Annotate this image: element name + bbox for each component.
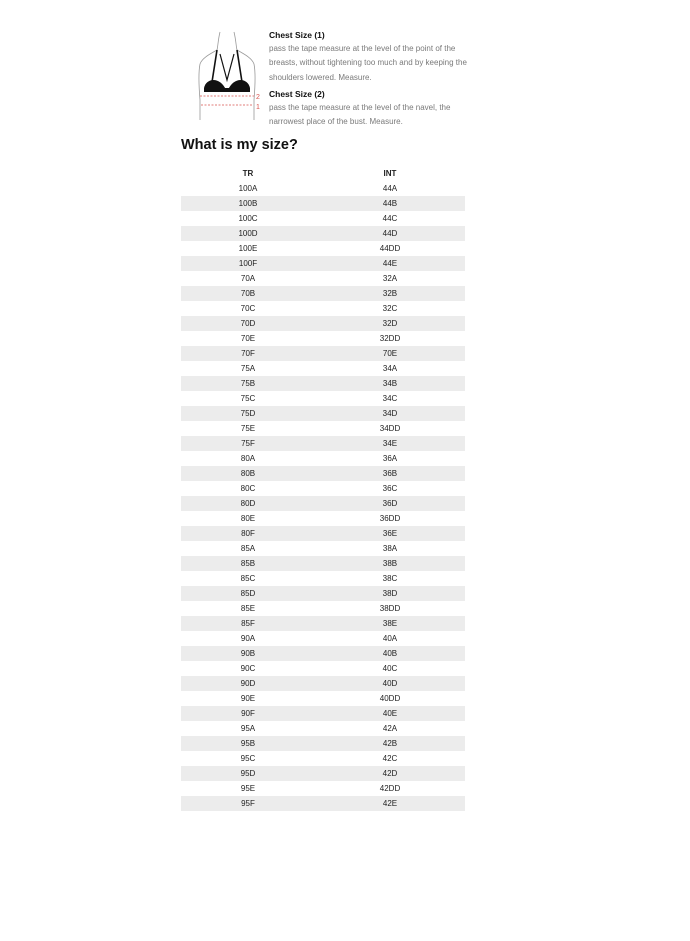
int-size-cell: 36E [315,526,465,541]
tr-size-cell: 70C [240,304,256,313]
bust-measurement-figure [190,30,265,125]
table-row [181,796,465,811]
tr-size-cell: 85C [240,574,256,583]
tr-size-cell: 70D [181,316,315,331]
int-size-cell: 44D [315,226,465,241]
int-size-cell: 38A [382,544,398,553]
tr-size-cell: 75E [240,424,256,433]
table-row [181,346,465,361]
table-row [181,241,465,256]
int-size-cell: 40C [382,664,398,673]
table-row [181,781,465,796]
tr-size-cell: 100C [238,214,258,223]
torso-bra-icon [190,30,265,125]
tr-size-cell: 100E [238,244,258,253]
int-size-cell: 34A [382,364,398,373]
table-row [181,361,465,376]
int-size-cell: 32A [382,274,398,283]
table-row [181,631,465,646]
int-size-cell: 32DD [379,334,401,343]
int-size-cell: 44B [315,196,465,211]
table-row [181,466,465,481]
tr-size-cell: 80B [181,466,315,481]
int-size-cell: 70E [315,346,465,361]
tr-size-cell: 90D [181,676,315,691]
tr-size-cell: 70E [240,334,256,343]
tr-size-cell: 80D [181,496,315,511]
table-row [181,766,465,781]
int-size-cell: 42E [315,796,465,811]
int-size-cell: 42D [315,766,465,781]
table-row [181,406,465,421]
int-size-cell: 36DD [379,514,401,523]
table-row [181,721,465,736]
table-row [181,481,465,496]
tr-size-cell: 90A [240,634,256,643]
header-tr: TR [242,168,254,178]
int-size-cell: 34E [315,436,465,451]
int-size-cell: 32D [315,316,465,331]
table-row [181,616,465,631]
int-size-cell: 36D [315,496,465,511]
marker-1: 1 [256,104,260,111]
table-row [181,706,465,721]
table-row [181,376,465,391]
table-row [181,451,465,466]
tr-size-cell: 70B [181,286,315,301]
tr-size-cell: 95E [240,784,256,793]
tr-size-cell: 100A [238,184,258,193]
table-row [181,571,465,586]
table-row [181,676,465,691]
tr-size-cell: 75A [240,364,256,373]
size-table [181,165,465,811]
tr-size-cell: 80C [240,484,256,493]
int-size-cell: 40E [315,706,465,721]
size-table-header [181,165,465,181]
tr-size-cell: 80E [240,514,256,523]
int-size-cell: 42C [382,754,398,763]
tr-size-cell: 100B [181,196,315,211]
tr-size-cell: 95C [240,754,256,763]
int-size-cell: 40A [382,634,398,643]
tr-size-cell: 75F [181,436,315,451]
tr-size-cell: 95A [240,724,256,733]
table-row [181,211,465,226]
table-row [181,541,465,556]
table-row [181,436,465,451]
chest-size-2-text: pass the tape measure at the level of the navel, the narrowest place of the bust. Measure. [269,102,451,127]
int-size-cell: 38B [315,556,465,571]
int-size-cell: 36B [315,466,465,481]
table-row [181,391,465,406]
int-size-cell: 34C [382,394,398,403]
int-size-cell: 34B [315,376,465,391]
table-row [181,271,465,286]
tr-size-cell: 70A [240,274,256,283]
int-size-cell: 40B [315,646,465,661]
tr-size-cell: 80F [181,526,315,541]
int-size-cell: 32C [382,304,398,313]
table-row [181,316,465,331]
table-row [181,661,465,676]
table-row [181,736,465,751]
int-size-cell: 36C [382,484,398,493]
tr-size-cell: 95D [181,766,315,781]
tr-size-cell: 95F [181,796,315,811]
tr-size-cell: 75B [181,376,315,391]
tr-size-cell: 90F [181,706,315,721]
table-row [181,586,465,601]
int-size-cell: 38E [315,616,465,631]
table-row [181,511,465,526]
int-size-cell: 40DD [379,694,401,703]
size-table-title: What is my size? [181,137,298,153]
tr-size-cell: 90E [240,694,256,703]
int-size-cell: 36A [382,454,398,463]
chest-size-1-title: Chest Size (1) [269,30,325,40]
int-size-cell: 42DD [379,784,401,793]
int-size-cell: 38C [382,574,398,583]
tr-size-cell: 80A [240,454,256,463]
table-row [181,196,465,211]
table-row [181,181,465,196]
table-row [181,421,465,436]
table-row [181,556,465,571]
table-row [181,526,465,541]
tr-size-cell: 85A [240,544,256,553]
table-row [181,226,465,241]
marker-2: 2 [256,94,260,101]
tr-size-cell: 100D [181,226,315,241]
tr-size-cell: 95B [181,736,315,751]
int-size-cell: 44DD [379,244,401,253]
tr-size-cell: 90C [240,664,256,673]
int-size-cell: 44A [382,184,398,193]
chest-size-2-title: Chest Size (2) [269,88,325,99]
tr-size-cell: 85B [181,556,315,571]
int-size-cell: 34D [315,406,465,421]
table-row [181,286,465,301]
header-int: INT [383,168,397,178]
tr-size-cell: 90B [181,646,315,661]
tr-size-cell: 100F [181,256,315,271]
table-row [181,496,465,511]
int-size-cell: 40D [315,676,465,691]
table-row [181,331,465,346]
tr-size-cell: 85D [181,586,315,601]
int-size-cell: 44E [315,256,465,271]
int-size-cell: 34DD [379,424,401,433]
int-size-cell: 44C [382,214,398,223]
int-size-cell: 42A [382,724,398,733]
table-row [181,646,465,661]
tr-size-cell: 75D [181,406,315,421]
chest-size-1-text: pass the tape measure at the level of the point of the breasts, without tightening too much and by keeping the shoulders lowered. Measure. [269,44,467,82]
table-row [181,256,465,271]
tr-size-cell: 70F [181,346,315,361]
tr-size-cell: 85F [181,616,315,631]
table-row [181,751,465,766]
size-table-body [181,181,465,811]
table-row [181,301,465,316]
measurement-legend [269,30,469,133]
int-size-cell: 38D [315,586,465,601]
header-row [181,165,465,181]
int-size-cell: 32B [315,286,465,301]
tr-size-cell: 85E [240,604,256,613]
table-row [181,601,465,616]
table-row [181,691,465,706]
tr-size-cell: 75C [240,394,256,403]
int-size-cell: 42B [315,736,465,751]
int-size-cell: 38DD [379,604,401,613]
